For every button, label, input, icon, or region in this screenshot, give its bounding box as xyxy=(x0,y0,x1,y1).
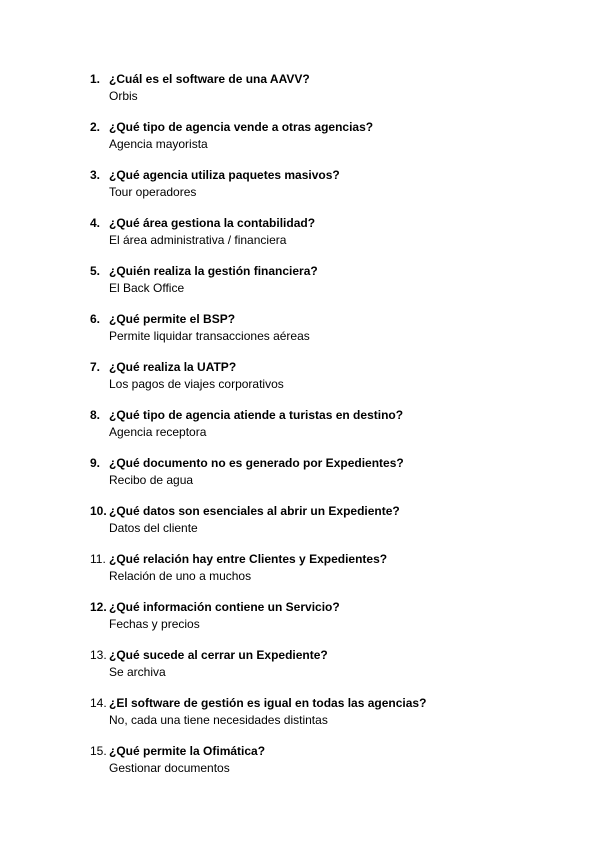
question-text: ¿Qué permite la Ofimática? xyxy=(109,744,266,758)
item-number: 3. xyxy=(90,168,101,182)
answer-text: Relación de uno a muchos xyxy=(109,569,252,583)
question-text: ¿Qué información contiene un Servicio? xyxy=(109,600,340,614)
question-text: ¿Qué realiza la UATP? xyxy=(109,360,237,374)
answer-text: Datos del cliente xyxy=(109,521,198,535)
list-item xyxy=(0,695,600,743)
question-text: ¿Qué área gestiona la contabilidad? xyxy=(109,216,316,230)
answer-text: Fechas y precios xyxy=(109,617,200,631)
item-number: 2. xyxy=(90,120,101,134)
list-item xyxy=(0,503,600,551)
item-number: 8. xyxy=(90,408,101,422)
item-number: 1. xyxy=(90,72,101,86)
question-text: ¿Qué agencia utiliza paquetes masivos? xyxy=(109,168,340,182)
answer-text: Recibo de agua xyxy=(109,473,194,487)
question-text: ¿Quién realiza la gestión financiera? xyxy=(109,264,318,278)
list-item xyxy=(0,551,600,599)
list-item xyxy=(0,647,600,695)
list-item xyxy=(0,455,600,503)
item-number: 4. xyxy=(90,216,101,230)
answer-text: Gestionar documentos xyxy=(109,761,230,775)
question-text: ¿Qué tipo de agencia vende a otras agencias? xyxy=(109,120,374,134)
answer-text: Permite liquidar transacciones aéreas xyxy=(109,329,310,343)
item-number: 6. xyxy=(90,312,101,326)
question-text: ¿El software de gestión es igual en todas las agencias? xyxy=(109,696,427,710)
item-number: 13. xyxy=(90,648,107,662)
answer-text: Orbis xyxy=(109,89,138,103)
question-text: ¿Qué tipo de agencia atiende a turistas en destino? xyxy=(109,408,404,422)
list-item xyxy=(0,359,600,407)
question-text: ¿Qué relación hay entre Clientes y Expedientes? xyxy=(109,552,388,566)
item-number: 14. xyxy=(90,696,107,710)
item-number: 15. xyxy=(90,744,107,758)
list-item xyxy=(0,71,600,119)
item-number: 11. xyxy=(90,552,106,566)
list-item xyxy=(0,263,600,311)
answer-text: El área administrativa / financiera xyxy=(109,233,287,247)
list-item xyxy=(0,599,600,647)
question-text: ¿Qué documento no es generado por Expedientes? xyxy=(109,456,404,470)
answer-text: Agencia receptora xyxy=(109,425,207,439)
item-number: 9. xyxy=(90,456,101,470)
list-item xyxy=(0,215,600,263)
list-item xyxy=(0,743,600,791)
item-number: 5. xyxy=(90,264,101,278)
answer-text: Se archiva xyxy=(109,665,166,679)
item-number: 10. xyxy=(90,504,107,518)
question-text: ¿Cuál es el software de una AAVV? xyxy=(109,72,310,86)
question-text: ¿Qué datos son esenciales al abrir un Expediente? xyxy=(109,504,400,518)
answer-text: Agencia mayorista xyxy=(109,137,208,151)
list-item xyxy=(0,119,600,167)
list-item xyxy=(0,167,600,215)
list-item xyxy=(0,407,600,455)
item-number: 12. xyxy=(90,600,107,614)
answer-text: El Back Office xyxy=(109,281,185,295)
answer-text: Los pagos de viajes corporativos xyxy=(109,377,284,391)
answer-text: Tour operadores xyxy=(109,185,197,199)
question-text: ¿Qué sucede al cerrar un Expediente? xyxy=(109,648,328,662)
answer-text: No, cada una tiene necesidades distintas xyxy=(109,713,328,727)
list-item xyxy=(0,311,600,359)
item-number: 7. xyxy=(90,360,101,374)
question-text: ¿Qué permite el BSP? xyxy=(109,312,236,326)
question-answer-list xyxy=(0,71,600,791)
